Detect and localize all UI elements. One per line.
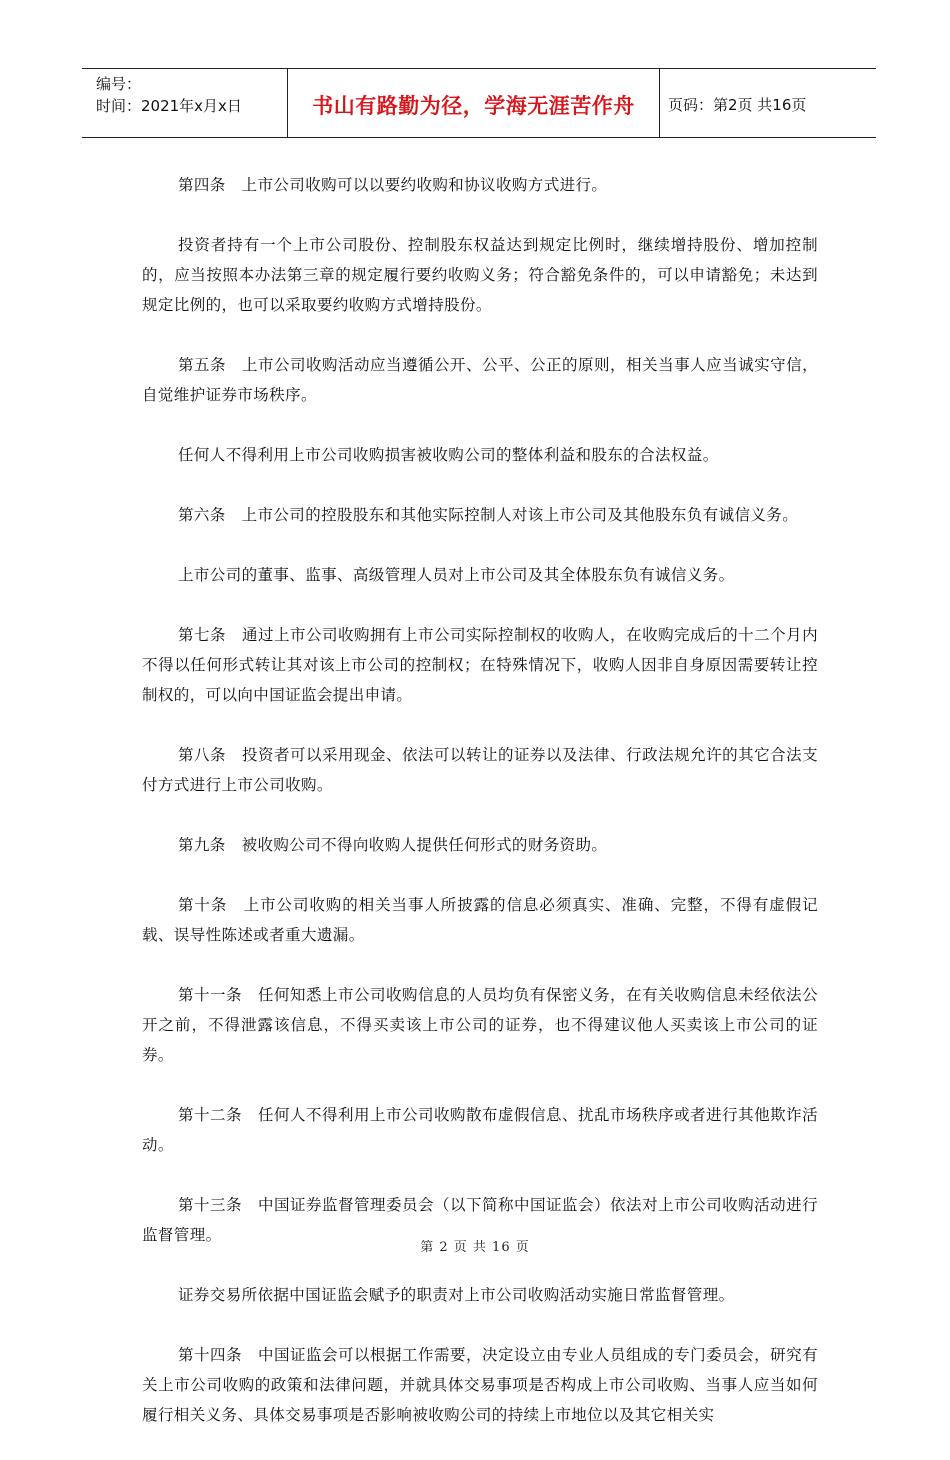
- header-meta: [82, 69, 287, 137]
- paragraph: 第七条 通过上市公司收购拥有上市公司实际控制权的收购人，在收购完成后的十二个月内不得以任何形式转让其对该上市公司的控制权；在特殊情况下，收购人因非自身原因需要转让控制权的，可以向中国证监会提出申请。: [142, 626, 818, 704]
- paragraph: 投资者持有一个上市公司股份、控制股东权益达到规定比例时，继续增持股份、增加控制的，应当按照本办法第三章的规定履行要约收购义务；符合豁免条件的，可以申请豁免；未达到规定比例的，也可以采取要约收购方式增持股份。: [142, 236, 818, 314]
- document-body: [142, 170, 818, 1460]
- paragraph: 第六条 上市公司的控股股东和其他实际控制人对该上市公司及其他股东负有诚信义务。: [178, 506, 799, 524]
- paragraph: 第五条 上市公司收购活动应当遵循公开、公平、公正的原则，相关当事人应当诚实守信，自觉维护证券市场秩序。: [142, 356, 818, 404]
- paragraph: 第十三条 中国证券监督管理委员会（以下简称中国证监会）依法对上市公司收购活动进行监督管理。: [142, 1196, 818, 1244]
- paragraph: 第九条 被收购公司不得向收购人提供任何形式的财务资助。: [178, 836, 608, 854]
- paragraph: 证券交易所依据中国证监会赋予的职责对上市公司收购活动实施日常监督管理。: [178, 1286, 735, 1304]
- paragraph: 第十条 上市公司收购的相关当事人所披露的信息必须真实、准确、完整，不得有虚假记载、误导性陈述或者重大遗漏。: [142, 896, 818, 944]
- header-page-info: 页码：第2页 共16页: [668, 95, 807, 114]
- paragraph: 第十二条 任何人不得利用上市公司收购散布虚假信息、扰乱市场秩序或者进行其他欺诈活动。: [142, 1106, 818, 1154]
- page-header: [82, 68, 876, 138]
- page-footer: 第 2 页 共 16 页: [420, 1240, 530, 1255]
- paragraph: 第十一条 任何知悉上市公司收购信息的人员均负有保密义务，在有关收购信息未经依法公开之前，不得泄露该信息，不得买卖该上市公司的证券，也不得建议他人买卖该上市公司的证券。: [142, 986, 818, 1064]
- document-time-label: 时间：2021年x月x日: [96, 97, 242, 115]
- paragraph: 第八条 投资者可以采用现金、依法可以转让的证券以及法律、行政法规允许的其它合法支付方式进行上市公司收购。: [142, 746, 818, 794]
- paragraph: 第十四条 中国证监会可以根据工作需要，决定设立由专业人员组成的专门委员会，研究有关上市公司收购的政策和法律问题，并就具体交易事项是否构成上市公司收购、当事人应当如何履行相关义务、具体交易事项是否影响被收购公司的持续上市地位以及其它相关实: [142, 1346, 818, 1424]
- paragraph: 上市公司的董事、监事、高级管理人员对上市公司及其全体股东负有诚信义务。: [178, 566, 735, 584]
- paragraph: 任何人不得利用上市公司收购损害被收购公司的整体利益和股东的合法权益。: [178, 446, 719, 464]
- header-motto: 书山有路勤为径，学海无涯苦作舟: [287, 69, 660, 137]
- paragraph: 第四条 上市公司收购可以以要约收购和协议收购方式进行。: [178, 176, 608, 194]
- document-number-label: 编号：: [96, 75, 142, 93]
